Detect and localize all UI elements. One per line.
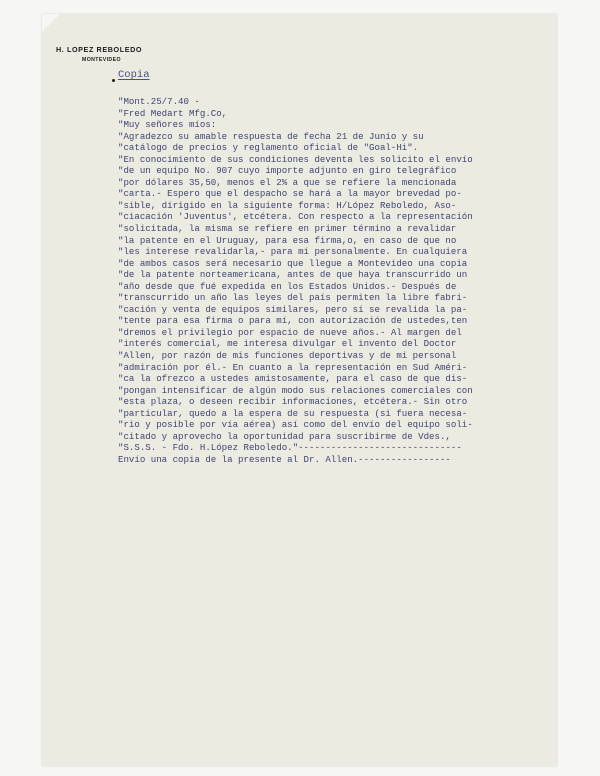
letter-line: "ciacación 'Juventus', etcétera. Con respecto a la representación: [118, 211, 473, 223]
letter-line: "la patente en el Uruguay, para esa firma,o, en caso de que no: [118, 234, 457, 246]
letter-sheet: [42, 14, 557, 766]
letter-line: "admiración por él.- En cuanto a la representación en Sud Améri-: [118, 361, 468, 373]
letter-line: "tente para esa firma o para mí, con autorización de ustedes,ten: [118, 315, 468, 327]
letter-line: "Muy señores míos:: [118, 119, 217, 131]
letterhead-name: H. LOPEZ REBOLEDO: [56, 45, 143, 54]
torn-corner: [42, 14, 60, 32]
letterhead: [56, 45, 156, 63]
letter-line: "citado y aprovecho la oportunidad para suscribirme de Vdes.,: [118, 430, 451, 442]
letter-line: "Fred Medart Mfg.Co,: [118, 107, 228, 119]
letter-body: [118, 96, 554, 466]
letter-line: "S.S.S. - Fdo. H.López Reboledo."------------------------------: [118, 442, 462, 454]
copy-label: Copia: [118, 69, 150, 81]
letter-line: "esta plaza, o deseen recibir informaciones, etcétera.- Sin otro: [118, 396, 468, 408]
letter-line: "pongan intensificar de algún modo sus relaciones comerciales con: [118, 384, 473, 396]
letter-line: "les interese revalidarla,- para mí personalmente. En cualquiera: [118, 246, 468, 258]
letter-line: "En conocimiento de sus condiciones deventa les solicito el envío: [118, 153, 473, 165]
letter-line: "Allen, por razón de mis funciones deportivas y de mi personal: [118, 350, 457, 362]
letter-line: "por dólares 35,50, menos el 2% a que se refiere la mencionada: [118, 176, 457, 188]
letter-line: "cación y venta de equipos similares, pero si se revalida la pa-: [118, 303, 468, 315]
letter-line: "carta.- Espero que el despacho se hará a la mayor brevedad po-: [118, 188, 462, 200]
letter-line: "ca la ofrezco a ustedes amistosamente, para el caso de que dis-: [118, 373, 468, 385]
letter-line: "particular, quedo a la espera de su respuesta (si fuera necesa-: [118, 407, 468, 419]
letter-line: "de la patente norteamericana, antes de que haya transcurrido un: [118, 269, 468, 281]
letter-line: Envío una copia de la presente al Dr. Allen.-----------------: [118, 453, 451, 465]
letter-line: "Agradezco su amable respuesta de fecha 21 de Junio y su: [118, 130, 424, 142]
letter-line: "transcurrido un año las leyes del país permiten la libre fabri-: [118, 292, 468, 304]
letterhead-city: MONTEVIDEO: [82, 57, 121, 63]
letter-line: "Mont.25/7.40 -: [118, 96, 200, 107]
letter-line: "sible, dirigido en la siguiente forma: H/López Reboledo, Aso-: [118, 199, 457, 211]
letter-line: "rio y posible por vía aérea) así como del envío del equipo soli-: [118, 419, 473, 431]
letter-line: "año desde que fué expedida en los Estados Unidos.- Después de: [118, 280, 457, 292]
letter-line: "catálogo de precios y reglamento oficial de "Goal-Hi".: [118, 142, 419, 154]
letter-line: "de ambos casos será necesario que llegue a Montevideo una copia: [118, 257, 468, 269]
letter-line: "solicitada, la misma se refiere en primer término a revalidar: [118, 223, 457, 235]
letter-line: "interés comercial, me interesa divulgar el invento del Doctor: [118, 338, 457, 350]
letterhead-dot-ornament: [112, 79, 115, 82]
letter-line: "dremos el privilegio por espacio de nueve años.- Al margen del: [118, 326, 462, 338]
letter-line: "de un equipo No. 907 cuyo importe adjunto en giro telegráfico: [118, 165, 457, 177]
